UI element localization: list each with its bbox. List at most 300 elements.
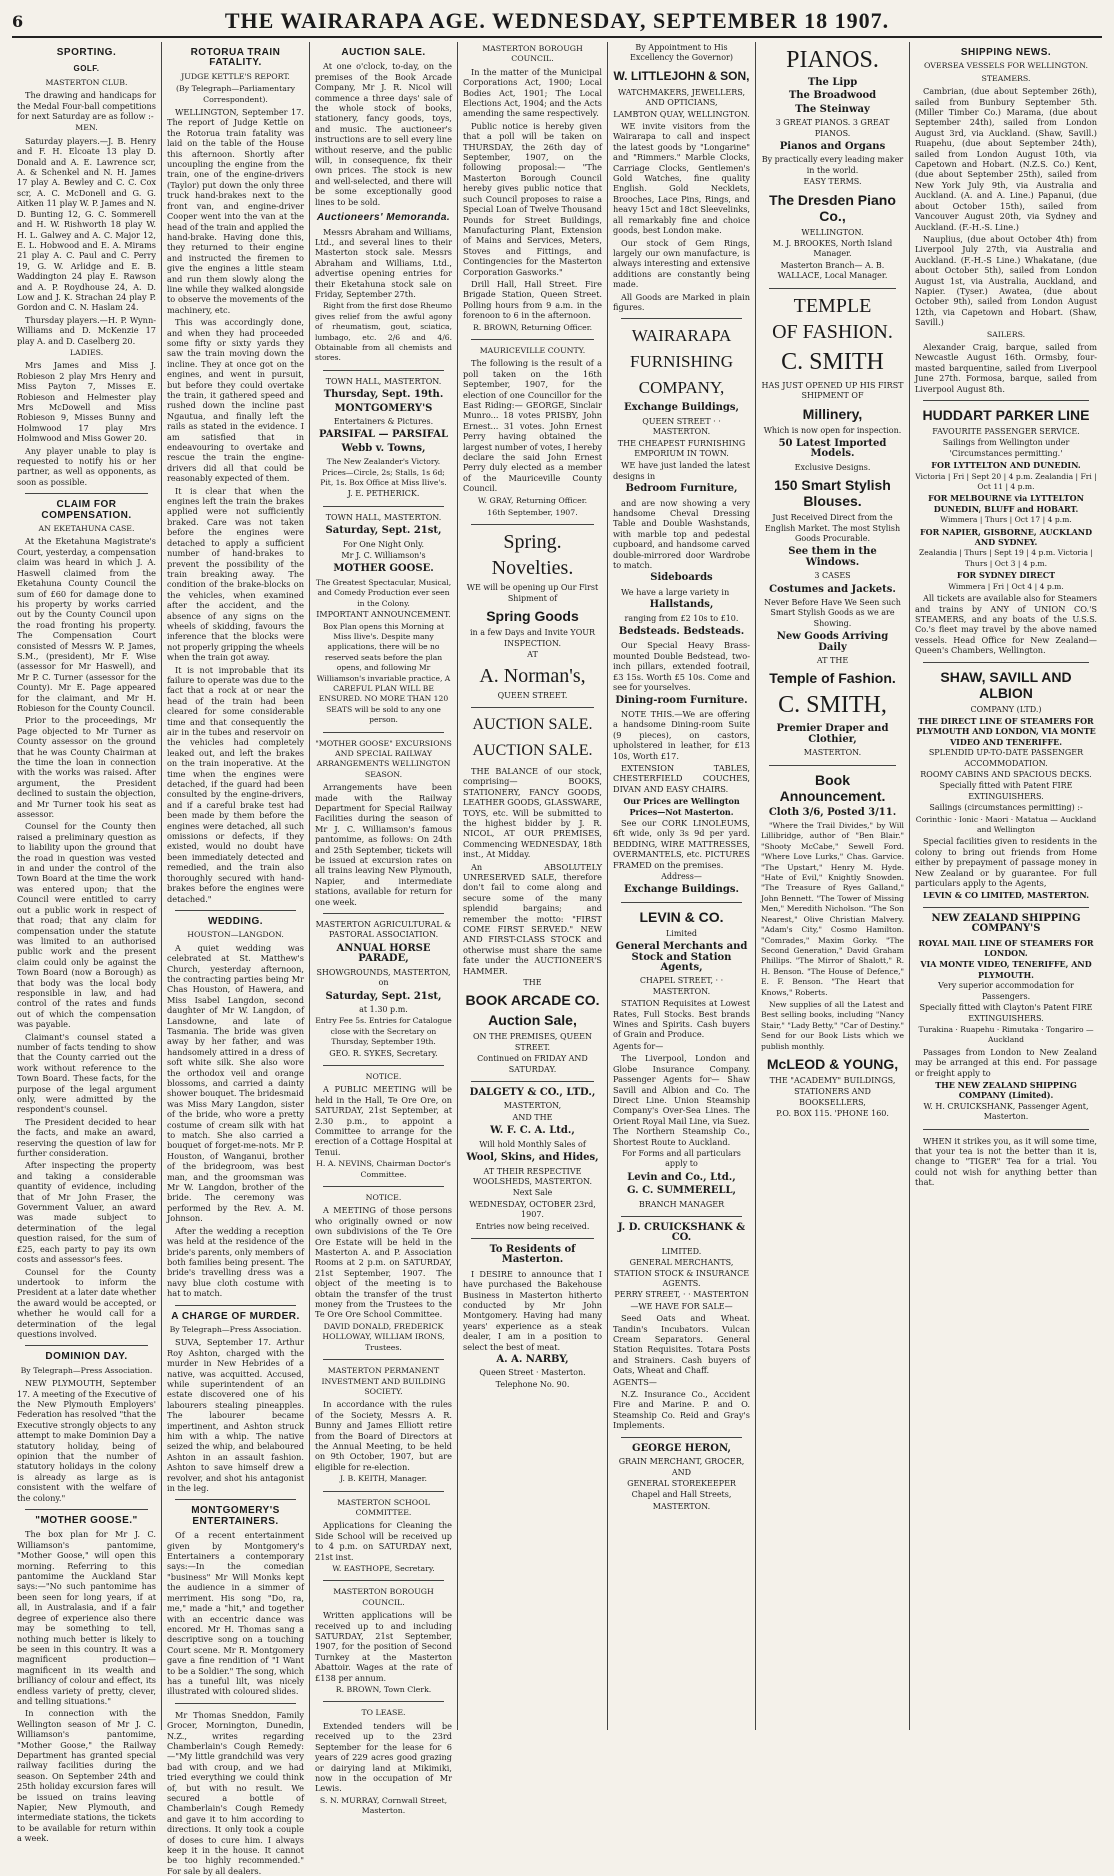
- ad-address: Address—: [661, 872, 702, 881]
- divider: [323, 370, 444, 371]
- paragraph: In the matter of the Municipal Corporations Act, 1900; Local Bodies Act, 1901; The Local Elections Act, 1904; and the Acts amending the same respectively.: [463, 66, 602, 119]
- ad-box: P.O. BOX 115. 'PHONE 160.: [776, 1109, 889, 1119]
- paragraph: A MEETING of those persons who originally owned or now own subdivisions of the Te Ore Ore Estate will be held in the Masterton A. and P. Association Rooms at 2 p.m. on SATURDAY, 21st September, 1907. The object of the meeting is to obtain the transfer of the trust money from the Trustees to the Te Ore Ore School Committee.: [315, 1205, 452, 1320]
- ad-cloth: Cloth 3/6, Posted 3/11.: [768, 806, 897, 818]
- ad-fashion: OF FASHION.: [772, 320, 893, 343]
- paragraph: The Liverpool, London and Globe Insurance Company. Passenger Agents for— Shaw Savill and Albion and Co. The Direct Line. Union Steamship Company's Over-Sea Lines. The Orient Royal Mail Line, via Suez. The Northern Steamship Co., Shortest Route to Auckland.: [613, 1053, 750, 1147]
- subheading-excursions: "MOTHER GOOSE" EXCURSIONS AND SPECIAL RAILWAY ARRANGEMENTS WELLINGTON SEASON.: [315, 738, 452, 779]
- ad-line: Which is now open for inspection.: [763, 425, 902, 435]
- ad-continued: Continued on FRIDAY AND SATURDAY.: [477, 1054, 588, 1074]
- ad-stationers: STATIONERS AND BOOKSELLERS,: [794, 1087, 871, 1107]
- divider: [471, 1238, 594, 1239]
- ad-table-row: Victoria | Fri | Sept 20 | 4 p.m. Zealandia | Fri | Oct 11 | 4 p.m.: [915, 471, 1097, 492]
- divider: [471, 524, 594, 525]
- paragraph: It is clear that when the engines left the train the brakes applied were not sufficiently braked. Care was not taken before the engines were detached to apply a sufficient number of hand-brakes to prevent the possibility of the train breaking away. The condition of the brake-blocks on the vehicles, when examined after the accident, and the absence of any signs on the wheels of skidding, favours the inference that the blocks were not properly gripping the wheels when the train got away.: [167, 485, 304, 663]
- paragraph: It is not improbable that its failure to operate was due to the fact that a rock at or near the head of the train had been cleared for some considerable time and that consequently the air in the tubes and reservoir on the vehicles had completely leaked out, and left the brakes on the train inoperative. At the time when the engines were detached, if the guard had been consulted by the engine-drivers, and if a careful brake test had been made by them before the engines were detached, all such omissions or defects, if they existed, would no doubt have been immediately detected and remedied, and the train also thoroughly secured with hand-brakes before the engines were detached.": [167, 664, 304, 904]
- ad-street: QUEEN STREET.: [497, 690, 568, 700]
- ad-levin: [613, 909, 750, 997]
- ad-heron-name: GEORGE HERON,: [632, 1442, 731, 1454]
- ad-date: Thursday, Sept. 19th.: [323, 389, 444, 401]
- paragraph: Nauplius, (due about October 4th) from Liverpool July 27th, via Australia and Auckland. (F.-H.-S Line.) Whakatane, (due about October 5th), sailed from London August 1st, via Australia, Auckland, and Napier. (Tyser.) Awatea, (due about October 9th), sailed from London August 12th, via Capetown and Hobart. (Shaw, Savill.): [915, 233, 1097, 328]
- ad-route: FOR SYDNEY DIRECT: [956, 570, 1056, 581]
- paragraph: Arrangements have been made with the Railway Department for Special Railway Facilities during the season of Mr J. C. Williamson's famous pantomime, as follows: On 24th and 25th September, tickets will be issued at excursion rates on all trains leaving New Plymouth, Napier, and intermediate stations, available for return for one week.: [315, 782, 452, 907]
- ad-entries: Entries now being received.: [475, 1221, 590, 1231]
- ad-temple: TEMPLE: [793, 294, 872, 317]
- ad-branch: BRANCH MANAGER: [638, 1199, 725, 1209]
- ad-great: 3 GREAT PIANOS. 3 GREAT PIANOS.: [775, 118, 890, 138]
- subheading-lease: TO LEASE.: [361, 1708, 406, 1718]
- ad-cases: 3 CASES: [814, 571, 851, 581]
- ad-forms: For Forms and all particulars apply to: [622, 1148, 741, 1169]
- ad-town: MASTERTON.: [652, 1501, 711, 1511]
- paragraph: In connection with the Wellington season of Mr J. C. Williamson's pantomime, "Mother Goose," the Railway Department has granted special railway facilities during the season. On September 24th and 25th holiday excursion fares will be issued on trains leaving Napier, New Plymouth, and intermediate stations, the tickets to be available for return within a week.: [17, 1708, 156, 1844]
- paragraph: Prior to the proceedings, Mr Page objected to Mr Turner as County assessor on the ground that he was County Chairman at the time the loan in connection with the works was raised. After argument, the President declined to sustain the objection, and Mr Turner took his seat as assessor.: [17, 715, 156, 820]
- ad-smith: C. SMITH: [781, 348, 884, 375]
- ad-spring-goods: Spring Goods: [486, 608, 579, 625]
- ad-organs: Pianos and Organs: [779, 141, 886, 153]
- column-3: [310, 42, 458, 1816]
- paragraph: We have a large variety in: [621, 586, 730, 597]
- ad-exclusive: Exclusive Designs.: [794, 462, 871, 472]
- ad-auction-title: AUCTION SALE.: [472, 741, 593, 759]
- paragraph: In accordance with the rules of the Society, Messrs A. R. Bunny and James Elliott retire from the Board of Directors at the Annual Meeting, to be held on 9th October, 1907, but are eligible for re-election.: [315, 1399, 452, 1472]
- divider: [323, 1186, 444, 1187]
- ad-bedsteads: Bedsteads. Bedsteads.: [618, 626, 745, 638]
- ad-costumes: Costumes and Jackets.: [769, 583, 896, 595]
- ad-at: AT THE: [816, 656, 849, 665]
- divider: [471, 707, 594, 708]
- ad-superior: Very superior accommodation for Passengers.: [938, 981, 1074, 1001]
- ad-street: Queen Street · Masterton.: [479, 1368, 586, 1378]
- ad-levin-name: Levin and Co., Ltd.,: [627, 1171, 736, 1183]
- paragraph: WHEN it strikes you, as it will some time, that your tea is not the better than it is, change to "TIGER" Tea for a trial. You could not wish for anything better than that.: [915, 1135, 1097, 1188]
- paragraph: Our Special Heavy Brass-mounted Double Bedstead, two-inch pillars, extended footrail, £3 15s. Worth £5 10s. Come and see for yourselves.: [613, 640, 750, 693]
- heading-shipping: SHIPPING NEWS.: [960, 47, 1052, 58]
- ad-models: 50 Latest Imported Models.: [778, 437, 887, 460]
- divider: [175, 910, 296, 911]
- subheading-murder: By Telegraph—Press Association.: [169, 1324, 302, 1334]
- ad-spring: Spring.: [503, 531, 562, 554]
- ad-name: ANNUAL HORSE PARADE,: [336, 942, 431, 965]
- date: 16th September, 1907.: [487, 508, 578, 518]
- signature: R. BROWN, Returning Officer.: [472, 322, 593, 332]
- ad-shaw-name: SHAW, SAVILL AND ALBION: [940, 668, 1072, 701]
- divider: [323, 1580, 444, 1581]
- ad-line: Will hold Monthly Sales of: [479, 1139, 586, 1149]
- ad-huddart-parker: [915, 407, 1097, 592]
- ad-line: The Greatest Spectacular, Musical, and Comedy Production ever seen in the Colony.: [315, 577, 452, 608]
- ad-limited: LIMITED.: [661, 1246, 702, 1256]
- subheading-sailers: SAILERS.: [986, 329, 1026, 339]
- signature: J. B. KEITH, Manager.: [340, 1474, 427, 1484]
- ad-huddart-name: HUDDART PARKER LINE: [922, 407, 1090, 423]
- heading-claim: CLAIM FOR COMPENSATION.: [41, 499, 132, 521]
- paragraph: At one o'clock, to-day, on the premises of the Book Arcade Company, Mr J. R. Nicol will commence a three days' sale of the whole stock of books, stationery, fancy goods, toys, and music. The auctioneer's instructions are to sell every line without reserve, and the public will, in consequence, fix their own prices. The stock is new and well-selected, and there will be some exceptionally good lines to be sold.: [315, 61, 452, 207]
- divider: [923, 907, 1089, 908]
- ad-millinery: Millinery,: [802, 405, 863, 422]
- ad-sailings: Sailings (circumstances permitting) :-: [929, 803, 1083, 813]
- ad-blouses: 150 Smart Stylish Blouses.: [774, 477, 891, 510]
- paragraph: NOTE THIS.—We are offering a handsome Dining-room Suite (9 pieces), on castors, upholstered in leather, for £13 10s, Worth £17.: [613, 708, 750, 761]
- subheading-notice: NOTICE.: [365, 1071, 402, 1081]
- heading-golf: GOLF.: [73, 64, 100, 74]
- ad-town-hall-2: [315, 513, 452, 726]
- paragraph: At the Eketahuna Magistrate's Court, yesterday, a compensation claim was heard in which J. A. Haswell claimed from the Eketahuna County Council the sum of £60 for damage done to his property by works carried out by the County Council upon the road fronting his property. The Compensation Court consisted of Messrs W. P. James, S.M., (president), Mr F. Wise (assessor for Mr Haswell), and Mr P. C. Turner (assessor for the County). Mr E. Page appeared for the claimant, and Mr H. Robieson for the County Council.: [17, 536, 156, 713]
- ad-line: in a few Days and Invite YOUR INSPECTION.: [469, 628, 596, 648]
- ad-town: MASTERTON.: [803, 748, 862, 758]
- ad-street: QUEEN STREET · · MASTERTON.: [642, 416, 721, 437]
- ad-route: FOR LYTTELTON AND DUNEDIN.: [931, 460, 1081, 471]
- subheading-wedding: HOUSTON—LANGDON.: [187, 930, 284, 940]
- subheading-dominion: By Telegraph—Press Association.: [20, 1365, 153, 1375]
- columns: [12, 42, 1102, 1876]
- paragraph: "Where the Trail Divides," by Will Lillibridge, author of "Ben Blair." "Shooty McCabe," Sewell Ford. "Where Love Lurks," Chas. Garvice. "The Upstart," Henry M. Hyde. "Hate of Evil," Knightly Snowden. "The Treasure of Ryes Galland," John Bennett. "The Tower of Missing Men," Meredith Nicholson. "The Son Nearest," Olive Christian Malvery. "Adam's City," Cosmo Hamilton. "Comrades," Maxim Gorky. "The Second Generation," David Graham Phillips. "The Mirror of Shalott," R. H. Benson. "The House of Defence," E. F. Benson. "The Heart that Knows," Roberts.: [761, 821, 904, 997]
- ad-premier: Premier Draper and Clothier,: [776, 723, 889, 745]
- paragraph: Cambrian, (due about September 26th), sailed from Bunbury September 5th. (Miller Timber Co.) Marama, (due about September 24th), sailed from London August 3rd, via Auckland. (Shaw, Savill.) Ruapehu, (due about September 24th), sailed from London August 10th, via Capetown and Hobart. (N.Z.S. Co.) Kent, (due about September 25th), sailed from New York July 9th, via Australia and Auckland. (A. and A. Line.) Papanui, (due about October 15th), sailed from Vancouver August 20th, via Sydney and Auckland. (F.-H.-S. Line.): [915, 86, 1097, 232]
- ad-for: For One Night Only.: [342, 539, 425, 549]
- divider: [175, 1305, 296, 1306]
- divider: [323, 506, 444, 507]
- ad-pianos: [761, 46, 904, 282]
- paragraph: Passages from London to New Zealand may be arranged at this end. For passage or freight apply to: [915, 1046, 1097, 1078]
- ad-item: PARSIFAL — PARSIFAL: [318, 429, 449, 441]
- ad-cruickshank-name: J. D. CRUICKSHANK & CO.: [617, 1221, 746, 1244]
- paragraph: Mr Thomas Sneddon, Family Grocer, Mornington, Dunedin, N.Z., writes regarding Chamberlain's Cough Remedy:—"My little grandchild was very bad with croup, and we had tried everything we could think of, but with no result. We secured a bottle of Chamberlain's Cough Remedy and gave it to him according to directions. It only took a couple of doses to cure him. I always keep it in the house. It cannot be too highly recommended." For sale by all dealers.: [167, 1709, 304, 1876]
- ad-the: THE: [523, 978, 542, 988]
- ad-agents: AGENTS—: [613, 1377, 657, 1387]
- ad-route: FOR NAPIER, GISBORNE, AUCKLAND AND SYDNEY.: [919, 526, 1093, 548]
- paragraph: New supplies of all the Latest and Best selling books, including "Nancy Stair," "Lady Betty," "Car of Destiny." Send for our Book Lists which we publish monthly.: [761, 999, 904, 1051]
- ad-and: AND THE: [512, 1112, 553, 1122]
- ad-prices: Our Prices are Wellington Prices—Not Masterton.: [623, 796, 740, 817]
- divider: [323, 1491, 444, 1492]
- ad-line: HAS JUST OPENED UP HIS FIRST SHIPMENT OF: [761, 380, 904, 401]
- ad-littlejohn-name: W. LITTLEJOHN & SON,: [613, 68, 750, 83]
- ad-cabins: ROOMY CABINS AND SPACIOUS DECKS.: [920, 769, 1092, 779]
- ad-table-row: Wimmera | Fri | Oct 4 | 4 p.m.: [948, 581, 1064, 591]
- paragraph: WELLINGTON, September 17. The report of Judge Kettle on the Rotorua train fatality was laid on the table of the House this afternoon. Shortly after uncoupling the engine from the train, one of the engine-drivers (Taylor) put down the only three truck hand-brakes next to the front van, and engine-driver Cooper went into the van at the head of the train and applied the hand-brake. Having done this, they returned to their engine and instructed the firemen to give the engines a little steam and run them slowly along the line while they walked alongside to observe the movements of the machinery, etc.: [167, 107, 304, 315]
- divider: [769, 765, 896, 766]
- paragraph: See our CORK LINOLEUMS, 6ft wide, only 3s 9d per yard. BEDDING, WIRE MATTRESSES, OVERMANTELS, etc. PICTURES FRAMED on the premises.: [613, 817, 750, 870]
- paragraph: The drawing and handicaps for the Medal Four-ball competitions for next Saturday are as follow :-: [17, 90, 156, 122]
- ad-book-title: Book Announcement.: [779, 771, 886, 804]
- heading-auction: AUCTION SALE.: [341, 47, 426, 58]
- divider: [471, 339, 594, 340]
- ad-desc: Box Plan opens this Morning at Miss Ilive's. Despite many applications, there will be no reserved seats before the plan opens, and following Mr Williamson's invariable practice, A CAREFUL PLAN WILL BE ENSURED. NO MORE THAN 120 SEATS will be sold to any one person.: [316, 621, 451, 725]
- ad-sub: FAVOURITE PASSENGER SERVICE.: [932, 427, 1080, 436]
- ad-street: CHAPEL STREET, · · MASTERTON.: [639, 976, 724, 996]
- ad-manager: M. J. BROOKES, North Island Manager.: [772, 239, 893, 259]
- heading-rotorua: ROTORUA TRAIN FATALITY.: [190, 47, 281, 69]
- ad-furnishing-name: COMPANY,: [638, 378, 725, 398]
- ad-dresden: The Dresden Piano Co.,: [769, 191, 896, 224]
- paragraph: Of a recent entertainment given by Montgomery's Entertainers a contemporary says:—In the comedian "business" Mr Will Monks kept the audience in a simmer of merriment. His song "Do, ra, me," made a "hit," and together with an eccentric dance was encored. Mr H. Thomas sang a descriptive song on a touching Court scene. Mr R. Montgomery gave a fine rendition of "I Want to be a Soldier." The song, which has a tuneful lilt, was nicely illustrated with coloured slides.: [167, 1530, 304, 1697]
- ad-bedroom: Bedroom Furniture,: [625, 483, 738, 495]
- paragraph: Applications for Cleaning the Side School will be received up to 4 p.m. on SATURDAY next, 21st inst.: [315, 1520, 452, 1562]
- ad-table-row: Corinthic · Ionic · Maori · Matatua — Auckland and Wellington: [915, 814, 1097, 834]
- ad-agents: Agents for—: [613, 1041, 664, 1051]
- ad-town: MASTERTON,: [503, 1101, 562, 1111]
- divider: [923, 400, 1089, 401]
- signature: DAVID DONALD, FREDERICK HOLLOWAY, WILLIAM IRONS, Trustees.: [322, 1321, 445, 1352]
- heading-murder: A CHARGE OF MURDER.: [171, 1310, 300, 1322]
- ad-appointment: By Appointment to His Excellency the Governor): [630, 43, 733, 63]
- paragraph: THE BALANCE of our stock, comprising— BOOKS, STATIONERY, FANCY GOODS, LEATHER GOODS, GLASSWARE, TOYS, etc. Will be submitted to the highest bidder by J. R. NICOL, AT OUR PREMISES, Commencing WEDNESDAY, 18th inst., At Midday.: [463, 765, 602, 860]
- paragraph: I DESIRE to announce that I have purchased the Bakehouse Business in Masterton hitherto conducted by Mr John Montgomery. Having had many years' experience as a steak dealer, I am in a position to select the best of meat.: [463, 1268, 602, 1352]
- paragraph: A PUBLIC MEETING will be held in the Hall, Te Ore Ore, on SATURDAY, 21st September, at 2.30 p.m., to appoint a Committee to arrange for the erection of a Cottage Hospital at Tenui.: [315, 1084, 452, 1157]
- ad-line: By practically every leading maker in the world.: [761, 155, 904, 175]
- signature: W. GRAY, Returning Officer.: [477, 495, 588, 505]
- ad-exchange: Exchange Buildings,: [623, 402, 739, 414]
- ad-important: IMPORTANT ANNOUNCEMENT.: [316, 610, 451, 620]
- ad-books: [761, 772, 904, 818]
- divider: [323, 1701, 444, 1702]
- ad-sub: GENERAL MERCHANTS, STATION STOCK & INSURANCE AGENTS.: [613, 1258, 750, 1288]
- divider: [323, 913, 444, 914]
- ad-academy: THE "ACADEMY" BUILDINGS,: [769, 1075, 896, 1085]
- ad-littlejohn: [613, 43, 750, 120]
- paragraph: and are now showing a very handsome Cheval Dressing Table and Double Washstands, with marble top and pedestal cupboard, and handsome carved double-mirrored door Wardrobe to match.: [613, 497, 750, 571]
- ad-sub: GENERAL STOREKEEPER: [627, 1478, 736, 1488]
- divider: [175, 1499, 296, 1500]
- paragraph: Thursday players.—H. P. Wynn-Williams and D. McKenzie 17 play A. and D. Caselberg 20.: [17, 314, 156, 346]
- ad-telephone: Telephone No. 90.: [495, 1379, 570, 1389]
- paragraph: Written applications will be received up to and including SATURDAY, 21st September, 1907, for the position of Second Turnkey at the Masterton Abattoir. Wages at the rate of £138 per annum.: [315, 1610, 452, 1683]
- paragraph: The following is the result of a poll taken on the 16th September, 1907, for the election of one Councillor for the East Riding:— GEORGE, Sinclair Munro... 18 votes PRISBY, John Ernest... 31 votes. John Ernest Perry having obtained the largest number of votes, I hereby declare the said John Ernest Perry duly elected as a member of the Mauriceville County Council.: [463, 358, 602, 494]
- divider: [621, 318, 742, 319]
- paragraph: STATION Requisites at Lowest Rates, Full Stocks. Best brands Wines and Spirits. Cash buyers of Grain and Produce.: [613, 998, 750, 1040]
- ad-norman: [463, 531, 602, 700]
- ad-cruickshank: [613, 1223, 750, 1312]
- ad-date: WEDNESDAY, OCTOBER 23rd, 1907.: [469, 1199, 596, 1220]
- ad-at: AT: [527, 650, 538, 660]
- ad-levin-name: LEVIN & CO.: [639, 908, 724, 925]
- ad-table-row: Wimmera | Thurs | Oct 17 | 4 p.m.: [940, 515, 1072, 525]
- paragraph: Right from the first dose Rheumo gives relief from the awful agony of rheumatism, gout, sciatica, lumbago, etc. 2/6 and 4/6. Obtainable from all chemists and stores.: [315, 301, 452, 363]
- ad-royal: ROYAL MAIL LINE OF STEAMERS FOR LONDON.: [918, 937, 1094, 959]
- ad-dalgety-name: DALGETY & CO., LTD.,: [469, 1087, 596, 1099]
- ad-date: Saturday, Sept. 21st,: [325, 525, 442, 537]
- heading-wedding: WEDDING.: [207, 915, 264, 927]
- ad-dining: Dining-room Furniture.: [615, 694, 748, 706]
- ad-town: WELLINGTON.: [801, 227, 864, 237]
- ad-splendid: SPLENDID UP-TO-DATE PASSENGER ACCOMMODATION.: [928, 748, 1084, 768]
- column-7: [910, 42, 1102, 1730]
- ad-furnishing-name: WAIRARAPA: [631, 326, 732, 346]
- masthead: [12, 6, 1102, 38]
- subheading-claim: AN EKETAHUNA CASE.: [38, 524, 135, 534]
- paragraph: All Goods are Marked in plain figures.: [613, 291, 750, 312]
- subheading-oversea: OVERSEA VESSELS FOR WELLINGTON.: [924, 61, 1088, 71]
- ad-new-goods: New Goods Arriving Daily: [776, 631, 889, 653]
- paragraph: Any player unable to play is requested to notify his or her partner, as well as opponents, as soon as possible.: [17, 445, 156, 487]
- ad-name: MONTGOMERY'S: [334, 402, 433, 414]
- paragraph: SUVA, September 17. Arthur Roy Ashton, charged with the murder in New Hebrides of a native, was acquitted. Accused, while superintendent of an estate discovered one of his labourers stealing pineapples. The labourer became impertinent, and Ashton struck him with a whip. The native seized the whip, and belaboured Ashton in an assault fashion. Ashton to save himself drew a revolver, and shot his antagonist in the leg.: [167, 1337, 304, 1494]
- ad-mcleod-name: McLEOD & YOUNG,: [766, 1055, 899, 1072]
- column-6: [756, 42, 910, 1730]
- paragraph: Saturday players.—J. B. Henry and F. H. Elcoate 13 play D. Donald and A. E. Lawrence scr, A. & Schenkel and N. H. James 17 play A. Bewley and C. C. Cox scr, A. C. McDonell and G. G. Aitken 11 play W. P. James and N. D. Bunting 12, G. C. Sommerell and H. W. Rishworth 18 play W. H. L. Galwey and A. C. Major 12, E. L. Hobwood and E. A. Mirams 21 play A. C. Paul and C. Perry 19, G. W. Arlidge and E. B. Waddington 24 play E. Rawson and A. P. Roydhouse 24, A. D. Low and J. K. Strachan 24 play P. Gordon and C. N. Haslam 24.: [17, 135, 156, 313]
- ad-narby-footer: [463, 1355, 602, 1390]
- paragraph: Counsel for the County undertook to inform the President at a later date whether the award would be accepted, or whether he would call for a determination of the legal questions involved.: [17, 1266, 156, 1339]
- newspaper-title: THE WAIRARAPA AGE. WEDNESDAY, SEPTEMBER 18 1907.: [224, 8, 890, 33]
- ad-piano-brand: The Steinway: [795, 103, 870, 115]
- paragraph: All tickets are available also for Steamers and trains by ANY of UNION CO.'S STEAMERS, and any boats of the U.S.S. Co.'s fleet may travel by the above named vessels. Head Office for New Zealand—Queen's Chambers, Wellington.: [915, 593, 1097, 656]
- ad-line: WE will be opening up Our First Shipment of: [466, 583, 599, 603]
- ad-auction-sale: Auction Sale,: [488, 1012, 577, 1029]
- ad-place: SHOWGROUNDS, MASTERTON, on: [316, 967, 451, 988]
- ad-time: at 1.30 p.m.: [359, 1004, 408, 1014]
- paragraph: Drill Hall, Hall Street. Fire Brigade Station, Queen Street. Polling hours from 9 a.m. in the forenoon to 6 in the afternoon.: [463, 278, 602, 321]
- heading-sporting: SPORTING.: [56, 47, 117, 58]
- ad-by: Mr J. C. Williamson's: [341, 551, 426, 561]
- divider: [621, 902, 742, 903]
- ad-windows: See them in the Windows.: [788, 546, 877, 568]
- ad-address: LAMBTON QUAY, WELLINGTON.: [613, 109, 750, 119]
- ad-wool: Wool, Skins, and Hides,: [466, 1152, 599, 1164]
- paragraph: Mrs James and Miss J. Robieson 2 play Mrs Henry and Miss Payton 7, Misses E. Robieson and Helmester play Mrs McDowell and Miss Robieson 9, Misses Bunny and Holmwood 17 play Mrs Holmwood and Miss Gower 20.: [17, 360, 156, 444]
- divider: [621, 1437, 742, 1438]
- divider: [769, 288, 896, 289]
- subheading-men: MEN.: [75, 123, 98, 133]
- column-4: [458, 42, 608, 1730]
- ad-line: The New Zealander's Victory. Prices—Circle, 2s; Stalls, 1s 6d; Pit, 1s. Box Office at Miss Ilive's.: [320, 457, 447, 488]
- ad-next: Next Sale: [512, 1188, 553, 1198]
- divider: [471, 1081, 594, 1082]
- ad-furnishing: [613, 325, 750, 459]
- ad-sideboards: Sideboards: [650, 572, 713, 584]
- ad-forsale: —WE HAVE FOR SALE—: [630, 1301, 733, 1311]
- heading-dominion: DOMINION DAY.: [45, 1351, 128, 1363]
- ad-table-row: Zealandia | Thurs | Sept 19 | 4 p.m. Victoria | Thurs | Oct 3 | 4 p.m.: [919, 548, 1093, 568]
- ad-heron: [613, 1444, 750, 1512]
- paragraph: After inspecting the property and taking a considerable quantity of evidence, including that of Mr John Fraser, the Government Valuer, an award was made subject to determination of the legal question raised, for the sum of £25, each party to pay its own costs and assessor's fees.: [17, 1160, 156, 1265]
- subheading-club: MASTERTON CLUB.: [45, 77, 128, 87]
- divider: [25, 1345, 148, 1346]
- subheading-notice: NOTICE.: [365, 1193, 402, 1202]
- signature: S. N. MURRAY, Cornwall Street, Masterton.: [319, 1795, 448, 1816]
- ad-limited: Limited: [665, 928, 698, 938]
- ad-pianos-title: PIANOS.: [786, 47, 879, 73]
- ad-exchange: Exchange Buildings.: [623, 884, 739, 896]
- column-1: [12, 42, 162, 1844]
- paragraph: The President decided to hear the facts, and make an award, reserving the question of law for further consideration.: [17, 1116, 156, 1159]
- paragraph: Messrs Abraham and Williams, Ltd., and several lines to their Masterton stock sale. Messrs Abraham and Williams, Ltd., advertise opening entries for their Eketahuna stock sale on Friday, September 27th.: [315, 226, 453, 299]
- paragraph: NEW PLYMOUTH, September 17. A meeting of the Executive of the New Plymouth Employers' Federation has resolved "that the Executive strongly objects to any attempt to make Dominion Day a statutory holiday, being of opinion that the number of statutory holidays in the colony is already as large as is consistent with the welfare of the colony.": [17, 1378, 156, 1503]
- subheading-ladies: LADIES.: [69, 347, 104, 357]
- ad-nzco: THE NEW ZEALAND SHIPPING COMPANY (Limited).: [935, 1079, 1077, 1101]
- ad-residents: To Residents of Masterton.: [489, 1243, 576, 1266]
- ad-title: TOWN HALL, MASTERTON.: [325, 376, 442, 386]
- ad-street: PERRY STREET, · · MASTERTON: [614, 1290, 749, 1300]
- ad-company: COMPANY (LTD.): [970, 704, 1042, 714]
- paragraph: WE have just landed the latest designs in: [613, 460, 750, 481]
- divider: [923, 1129, 1089, 1130]
- heading-memoranda: Auctioneers' Memoranda.: [316, 212, 451, 224]
- paragraph: Special facilities given to residents in the colony to bring out friends from Home either by prepayment of passage money in New Zealand or by guarantee. For full particulars apply to the Agents,: [915, 836, 1097, 889]
- ad-nzsc-name: NEW ZEALAND SHIPPING COMPANY'S: [931, 912, 1081, 935]
- ad-piano-brand: The Lipp: [807, 77, 858, 88]
- paragraph: WE invite visitors from the Wairarapa to call and inspect the latest goods by "Longarine" and "Rimmers." Marble Clocks, Carriage Clocks, Gentlemen's Gold Watches, fine quality English. Gold Necklets, Brooches, Lace Pins, Rings, and heavy 15ct and 18ct Sleevelinks, all remarkably fine and choice goods, best London make.: [613, 121, 750, 236]
- ad-line: AT THEIR RESPECTIVE WOOLSHEDS, MASTERTON.: [472, 1166, 593, 1186]
- ad-horse-parade: [315, 920, 452, 1059]
- ad-sub: GRAIN MERCHANT, GROCER, AND: [618, 1457, 745, 1477]
- divider: [25, 1509, 148, 1510]
- ad-temple2: Temple of Fashion.: [769, 670, 896, 687]
- ad-show: MOTHER GOOSE.: [333, 563, 434, 575]
- ad-wfca: W. F. C. A. Ltd.,: [490, 1125, 575, 1137]
- ad-easy: EASY TERMS.: [803, 177, 862, 187]
- subheading-borough: MASTERTON BOROUGH COUNCIL.: [482, 44, 583, 64]
- ad-mcleod: [761, 1056, 904, 1120]
- ad-auction-title: AUCTION SALE.: [472, 715, 593, 733]
- subheading-mauriceville: MAURICEVILLE COUNTY.: [479, 345, 586, 355]
- subheading-telegraph: (By Telegraph—Parliamentary Correspondent).: [176, 84, 295, 104]
- page-number: 6: [12, 11, 24, 31]
- ad-fee: Entry Fee 5s. Entries for Catalogue close with the Secretary on Thursday, September 19th.: [315, 1016, 452, 1047]
- subheading-school: MASTERTON SCHOOL COMMITTEE.: [337, 1497, 430, 1517]
- signature: H. A. NEVINS, Chairman Doctor's Committee.: [316, 1159, 451, 1179]
- divider: [923, 662, 1089, 663]
- ad-title: MASTERTON AGRICULTURAL & PASTORAL ASSOCIATION.: [315, 920, 452, 940]
- ad-shaw-savill: [915, 669, 1097, 836]
- divider: [175, 1703, 296, 1704]
- ad-furnishing-name: FURNISHING: [630, 352, 733, 372]
- ad-dalgety: [463, 1088, 602, 1232]
- ad-address: Chapel and Hall Streets,: [631, 1490, 732, 1500]
- ad-cheapest: THE CHEAPEST FURNISHING EMPORIUM IN TOWN.: [617, 438, 746, 458]
- ad-smith: C. SMITH,: [778, 692, 887, 719]
- paragraph: An ABSOLUTELY UNRESERVED SALE, therefore don't fail to come along and secure some of the many splendid bargains; and remember the motto: "FIRST COME FIRST SERVED." NEW AND FIRST-CLASS STOCK and otherwise must share the same fate under the AUCTIONEER'S HAMMER.: [463, 861, 602, 976]
- paragraph: Counsel for the County then raised a preliminary question as to liability upon the ground that the road in question was vested in and under the control of the Town Board at the time the work was entered upon; that the Council were entitled to carry out a public work in respect of that road; that any claim for compensation under the statute was limited to an authorised public work and the present claim could only be against the Town Board (now a Borough) as that body was the local body responsible in law, and had control of the rates and funds out of which the compensation was payable.: [17, 821, 156, 1030]
- ad-title: TOWN HALL, MASTERTON.: [325, 512, 442, 522]
- ad-sub: THE DIRECT LINE OF STEAMERS FOR PLYMOUTH AND LONDON, VIA MONTE VIDEO AND TENERIFFE.: [916, 715, 1096, 747]
- ad-levin: LEVIN & CO LIMITED, MASTERTON.: [922, 890, 1090, 901]
- ad-via: VIA MONTE VIDEO, TENERIFFE, AND PLYMOUTH.: [920, 959, 1092, 980]
- signature: W. EASTHOPE, Secretary.: [332, 1564, 435, 1573]
- ad-sailings: Sailings from Wellington under 'Circumstances permitting.': [942, 438, 1070, 458]
- ad-manager: G. C. SUMMERELL,: [626, 1185, 737, 1197]
- ad-book-arcade: [463, 978, 602, 1075]
- subheading-steamers: STEAMERS.: [981, 73, 1031, 83]
- ad-narby-name: A. A. NARBY,: [496, 1354, 569, 1365]
- subheading-building-society: MASTERTON PERMANENT INVESTMENT AND BUILDING SOCIETY.: [321, 1366, 446, 1396]
- ad-table-row: Turakina · Ruapehu · Rimutaka · Tongariro — Auckland: [918, 1024, 1094, 1045]
- ad-price: ranging from £2 10s to £10.: [624, 613, 739, 623]
- heading-montgomery: MONTGOMERY'S ENTERTAINERS.: [191, 1505, 280, 1527]
- ad-manager: J. E. PETHERICK.: [347, 489, 420, 499]
- ad-temple-of-fashion: [761, 295, 904, 759]
- divider: [323, 1359, 444, 1360]
- ad-fire: Specially fitted with Clayton's Patent FIRE EXTINGUISHERS.: [919, 1003, 1093, 1023]
- ad-piano-brand: The Broadwood: [788, 90, 877, 102]
- heading-mother-goose: "MOTHER GOOSE.": [35, 1515, 138, 1527]
- ad-hallstands: Hallstands,: [649, 599, 714, 611]
- divider: [25, 493, 148, 494]
- paragraph: N.Z. Insurance Co., Accident Fire and Marine. P. and O. Steamship Co. Reid and Gray's Implements.: [613, 1389, 750, 1431]
- paragraph: A quiet wedding was celebrated at St. Matthew's Church, yesterday afternoon, the contracting parties being Mr Chas Houston, of Hawera, and Miss Isabel Langdon, second daughter of Mr W. Langdon, of Lansdowne, and late of Tasmania. The bride was given away by her father, and was handsomely attired in a dress of soft white silk. She also wore the orthodox veil and orange blossoms, and carried a dainty shower bouquet. The bridesmaid was Miss Mary Langdon, sister of the bride, who wore a pretty costume of cream silk with hat to match. She also carried a bouquet of forget-me-nots. Mr P. Houston, of Wanganui, brother of the bridegroom, was best man, and the groomsman was Mr W. Langdon, brother of the bride. The ceremony was performed by the Rev. A. M. Johnson.: [167, 942, 304, 1224]
- paragraph: After the wedding a reception was held at the residence of the bride's parents, only members of both families being present. The bride's travelling dress was a navy blue cloth costume with hat to match.: [167, 1225, 304, 1299]
- subheading-borough: MASTERTON BOROUGH COUNCIL.: [333, 1587, 434, 1607]
- subheading-rotorua: JUDGE KETTLE'S REPORT.: [181, 71, 290, 81]
- ad-narby: [463, 1245, 602, 1266]
- ad-secretary: GEO. R. SYKES, Secretary.: [329, 1048, 438, 1058]
- ad-book-arcade-name: BOOK ARCADE CO.: [465, 992, 600, 1009]
- paragraph: The box plan for Mr J. C. Williamson's pantomime, "Mother Goose," will open this morning. Referring to this pantomime the Auckland Star says:—"No such pantomime has been seen for long years, if at all, in Australasia, and if a fair degree of experience also there may be something to tell, nothing much better is likely to be seen in this country. It was a magnificent production—magnificent in its wealth and brilliancy of colour and effect, its endless variety of pretty, clever, and telling situations.": [17, 1529, 156, 1706]
- ad-route: FOR MELBOURNE via LYTTELTON DUNEDIN, BLUFF and HOBART.: [928, 493, 1084, 514]
- ad-branch: Masterton Branch— A. B. WALLACE, Local Manager.: [777, 260, 888, 281]
- ad-norman-name: A. Norman's,: [479, 664, 586, 687]
- ad-agent: W. H. CRUICKSHANK, Passenger Agent, Masterton.: [923, 1101, 1089, 1122]
